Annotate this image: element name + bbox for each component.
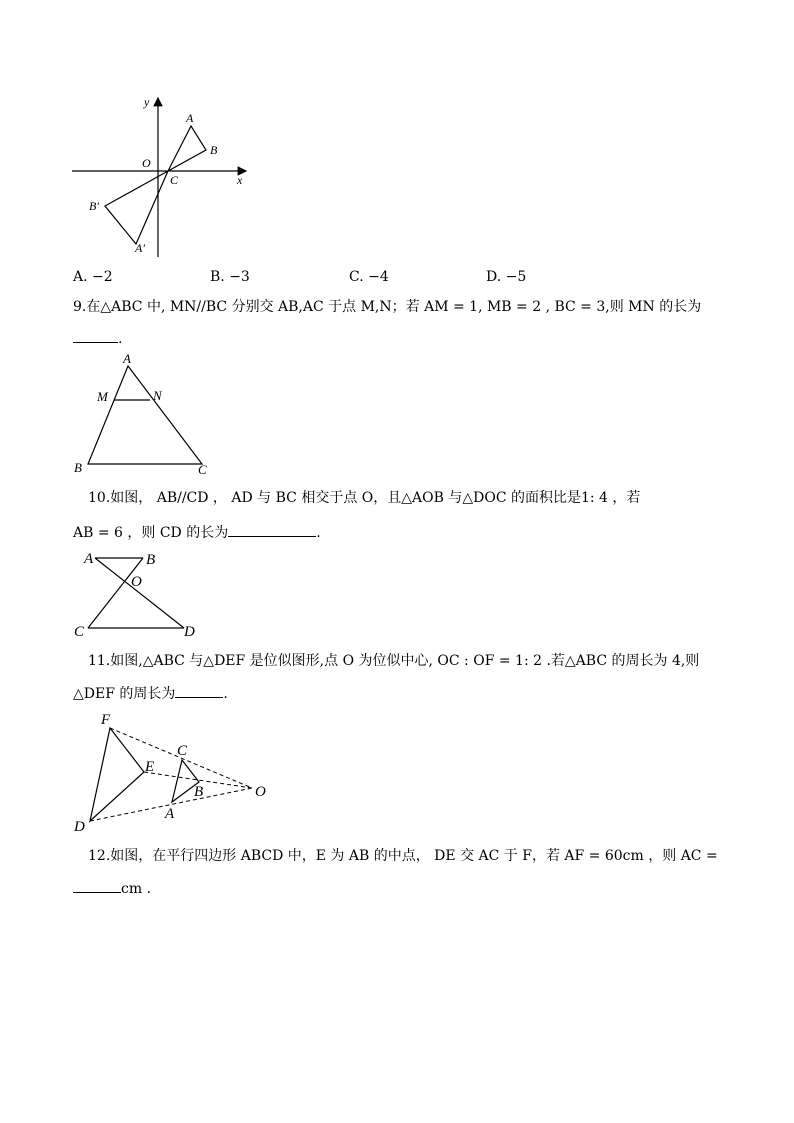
label-c: C	[170, 173, 179, 187]
q10-line1: 10.如图， AB//CD ， AD 与 BC 相交于点 O，且△AOB 与△DOC 的面积比是1: 4 ，若	[88, 490, 641, 506]
label-o: O	[142, 156, 151, 170]
label-a-prime: A′	[135, 241, 145, 255]
q11-answer-blank[interactable]	[175, 683, 223, 698]
q12-line2	[73, 878, 151, 898]
q11-line1: 11.如图,△ABC 与△DEF 是位似图形,点 O 为位似中心, OC : OF = 1: 2 .若△ABC 的周长为 4,则	[88, 653, 700, 669]
q10-figure	[70, 548, 210, 640]
q11-line2-text: △DEF 的周长为	[73, 686, 176, 702]
triangle-def	[90, 728, 144, 821]
label-c: C	[198, 462, 207, 475]
label-a: A	[123, 351, 131, 366]
q10-tail: .	[316, 525, 321, 541]
label-o: O	[131, 574, 142, 590]
label-b: B	[194, 784, 204, 800]
triangle-abc	[88, 366, 202, 464]
option-a[interactable]: A. −2	[73, 269, 113, 285]
label-y: y	[144, 95, 150, 109]
q10-line2	[73, 522, 321, 542]
label-b: B	[210, 143, 218, 157]
q12-answer-blank[interactable]	[73, 878, 121, 893]
q9-tail: .	[118, 331, 123, 347]
label-b-prime: B′	[89, 199, 99, 213]
q12-line2-tail: cm .	[121, 881, 152, 897]
option-b[interactable]: B. −3	[210, 269, 250, 285]
segment-ad	[95, 558, 184, 628]
label-b: B	[146, 552, 156, 568]
q9-answer-blank[interactable]	[73, 328, 118, 343]
q8-figure	[60, 92, 260, 262]
q11-tail: .	[223, 686, 228, 702]
q10-answer-blank[interactable]	[228, 522, 316, 537]
q9-figure	[70, 350, 220, 475]
q12-line1: 12.如图，在平行四边形 ABCD 中，E 为 AB 的中点， DE 交 AC 于 F，若 AF = 60cm ，则 AC =	[88, 848, 718, 864]
label-e: E	[145, 759, 155, 775]
label-a: A	[165, 806, 175, 822]
label-x: x	[237, 173, 243, 187]
label-n: N	[153, 388, 162, 403]
q11-line2	[73, 683, 228, 703]
option-c[interactable]: C. −4	[349, 269, 389, 285]
label-a: A	[84, 551, 94, 567]
label-d: D	[74, 819, 85, 835]
triangle-abc	[168, 126, 206, 171]
q10-line2-text: AB = 6 ，则 CD 的长为	[73, 525, 229, 541]
label-m: M	[97, 389, 108, 404]
label-o: O	[255, 784, 266, 800]
segment-bc	[88, 558, 143, 628]
label-c: C	[74, 624, 85, 640]
label-b: B	[74, 460, 82, 475]
q11-figure	[70, 708, 280, 836]
label-c: C	[177, 743, 188, 759]
option-d[interactable]: D. −5	[486, 269, 527, 285]
label-f: F	[101, 712, 111, 728]
label-d: D	[184, 624, 195, 640]
label-a: A	[186, 111, 194, 125]
q9-text: 9.在△ABC 中, MN//BC 分别交 AB,AC 于点 M,N；若 AM = 1, MB = 2 , BC = 3,则 MN 的长为	[73, 299, 702, 315]
q9-answer-line	[73, 328, 122, 348]
